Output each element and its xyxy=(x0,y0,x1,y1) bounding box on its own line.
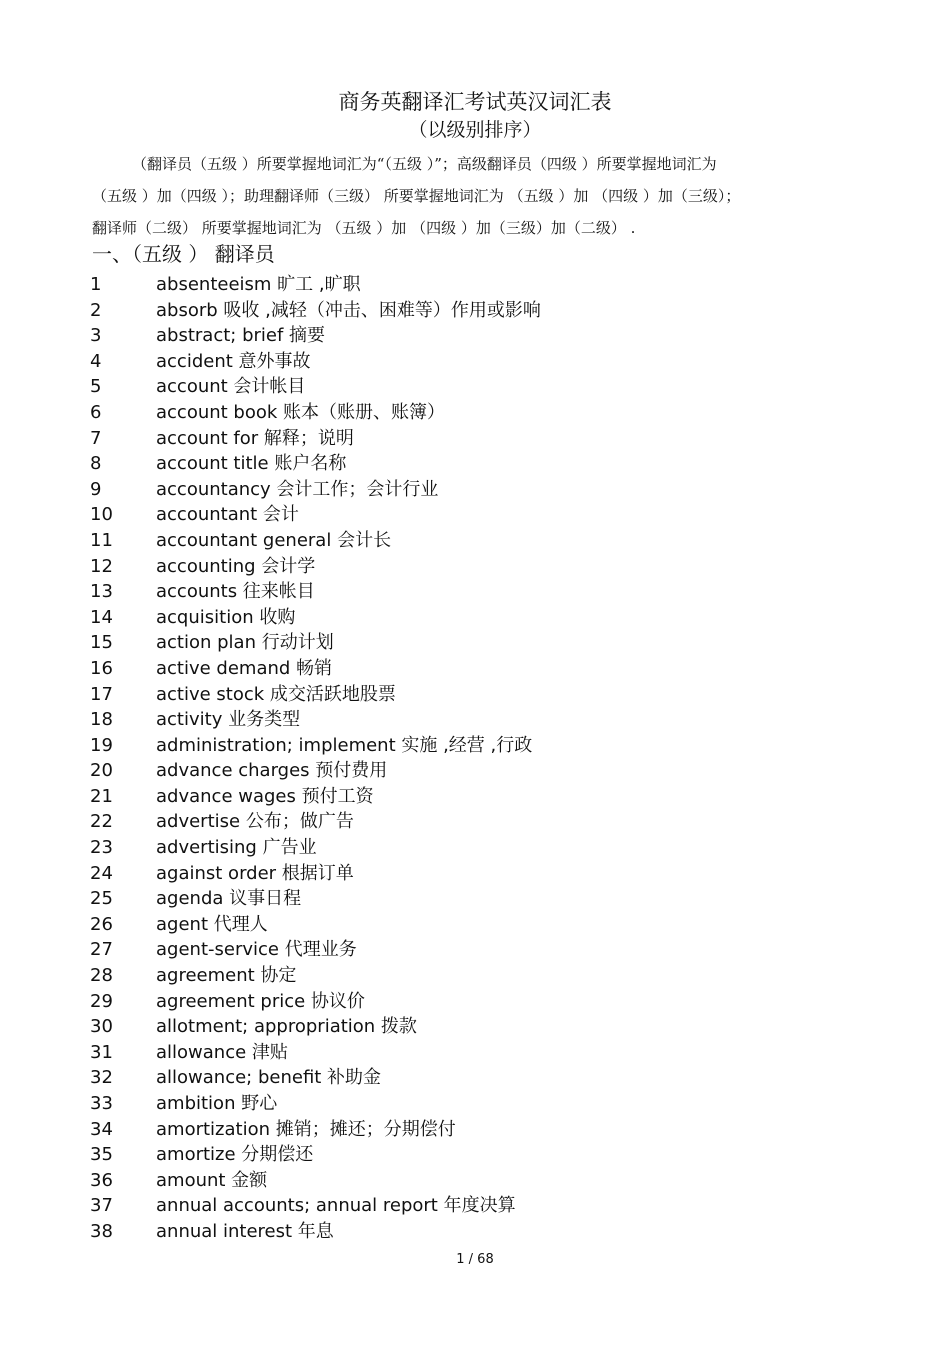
entry-number: 22 xyxy=(90,811,113,833)
entry-number: 23 xyxy=(90,837,113,859)
list-item xyxy=(90,809,870,835)
list-item xyxy=(90,374,870,400)
entry-term: allowance 津贴 xyxy=(156,1041,288,1063)
entry-number: 24 xyxy=(90,862,113,884)
list-item xyxy=(90,1091,870,1117)
list-item xyxy=(90,605,870,631)
entry-term: accident 意外事故 xyxy=(156,350,311,372)
list-item xyxy=(90,579,870,605)
entry-term: agent-service 代理业务 xyxy=(156,939,357,961)
entry-term: agreement 协定 xyxy=(156,965,297,987)
entry-number: 1 xyxy=(90,274,102,295)
list-item xyxy=(90,784,870,810)
entry-number: 34 xyxy=(90,1118,113,1140)
list-item xyxy=(90,451,870,477)
document-title: 商务英翻译汇考试英汉词汇表 xyxy=(338,90,612,114)
entry-term: account 会计帐目 xyxy=(156,376,306,398)
entry-term: annual interest 年息 xyxy=(156,1220,334,1242)
entry-term: account book 账本（账册、账簿） xyxy=(156,401,446,423)
entry-number: 10 xyxy=(90,504,113,526)
list-item xyxy=(90,682,870,708)
entry-term: absorb 吸收 ,减轻（冲击、困难等）作用或影响 xyxy=(156,299,541,321)
entry-number: 8 xyxy=(90,453,102,475)
list-item xyxy=(90,298,870,324)
entry-term: allowance; benefit 补助金 xyxy=(156,1067,382,1089)
list-item xyxy=(90,1142,870,1168)
entry-term: agreement price 协议价 xyxy=(156,990,365,1012)
list-item xyxy=(90,1014,870,1040)
list-item xyxy=(90,1040,870,1066)
entry-number: 15 xyxy=(90,632,113,654)
list-item xyxy=(90,937,870,963)
entry-number: 13 xyxy=(90,581,113,603)
list-item xyxy=(90,554,870,580)
entry-number: 3 xyxy=(90,325,102,347)
entry-number: 19 xyxy=(90,734,113,756)
list-item xyxy=(90,630,870,656)
entry-number: 7 xyxy=(90,427,102,449)
list-item xyxy=(90,502,870,528)
entry-term: against order 根据订单 xyxy=(156,862,354,884)
list-item xyxy=(90,528,870,554)
list-item xyxy=(90,707,870,733)
entry-term: account title 账户名称 xyxy=(156,453,347,475)
entry-term: abstract; brief 摘要 xyxy=(156,325,326,347)
list-item xyxy=(90,323,870,349)
list-item xyxy=(90,349,870,375)
list-item xyxy=(90,477,870,503)
entry-term: amount 金额 xyxy=(156,1169,268,1191)
list-item xyxy=(90,426,870,452)
entry-term: advertising 广告业 xyxy=(156,837,317,859)
entry-number: 28 xyxy=(90,965,113,987)
list-item xyxy=(90,1219,870,1245)
entry-term: allotment; appropriation 拨款 xyxy=(156,1016,417,1038)
entry-term: annual accounts; annual report 年度决算 xyxy=(156,1195,516,1217)
entry-number: 27 xyxy=(90,939,113,961)
entry-number: 35 xyxy=(90,1144,113,1166)
entry-number: 26 xyxy=(90,913,113,935)
entry-number: 4 xyxy=(90,350,102,372)
entry-term: advance charges 预付费用 xyxy=(156,760,388,782)
entry-number: 37 xyxy=(90,1195,113,1217)
list-item xyxy=(90,835,870,861)
list-item xyxy=(90,272,870,298)
entry-number: 25 xyxy=(90,888,113,910)
entry-number: 12 xyxy=(90,555,113,577)
list-item xyxy=(90,1117,870,1143)
entry-number: 18 xyxy=(90,709,113,731)
list-item xyxy=(90,1065,870,1091)
list-item xyxy=(90,1168,870,1194)
intro-line: 翻译师（二级） 所要掌握地词汇为 （五级 ）加 （四级 ）加（三级）加（二级） . xyxy=(92,219,636,237)
entry-term: account for 解释；说明 xyxy=(156,427,354,449)
entry-term: ambition 野心 xyxy=(156,1093,278,1114)
entry-term: amortization 摊销；摊还；分期偿付 xyxy=(156,1118,456,1140)
entry-number: 36 xyxy=(90,1169,113,1191)
entry-number: 2 xyxy=(90,299,102,321)
list-item xyxy=(90,656,870,682)
entry-number: 33 xyxy=(90,1093,113,1114)
entry-term: amortize 分期偿还 xyxy=(156,1144,314,1166)
list-item xyxy=(90,963,870,989)
entry-number: 31 xyxy=(90,1041,113,1063)
entry-number: 32 xyxy=(90,1067,113,1089)
entry-term: advance wages 预付工资 xyxy=(156,785,374,807)
intro-paragraph xyxy=(92,148,867,244)
entry-number: 16 xyxy=(90,657,113,679)
entry-term: agent 代理人 xyxy=(156,913,268,935)
list-item xyxy=(90,989,870,1015)
intro-line: （五级 ）加（四级 ）；助理翻译师（三级） 所要掌握地词汇为 （五级 ）加 （四级 ）加（三级）； xyxy=(92,187,741,205)
entry-term: accounting 会计学 xyxy=(156,555,316,577)
entry-number: 14 xyxy=(90,606,113,628)
entry-number: 17 xyxy=(90,683,113,705)
entry-term: accountant 会计 xyxy=(156,504,299,526)
entry-term: acquisition 收购 xyxy=(156,606,296,628)
entry-term: activity 业务类型 xyxy=(156,709,301,731)
list-item xyxy=(90,886,870,912)
entry-number: 11 xyxy=(90,529,113,551)
entry-number: 29 xyxy=(90,990,113,1012)
entry-term: accountancy 会计工作；会计行业 xyxy=(156,478,439,500)
page-number: 1 / 68 xyxy=(456,1252,494,1267)
list-item xyxy=(90,733,870,759)
entry-number: 5 xyxy=(90,376,102,398)
entry-term: active stock 成交活跃地股票 xyxy=(156,683,396,705)
section-heading: 一、（五级 ） 翻译员 xyxy=(92,242,275,266)
entry-number: 6 xyxy=(90,401,102,423)
list-item xyxy=(90,1193,870,1219)
entry-term: administration; implement 实施 ,经营 ,行政 xyxy=(156,734,533,756)
entry-number: 9 xyxy=(90,478,102,500)
entry-number: 21 xyxy=(90,785,113,807)
entry-term: active demand 畅销 xyxy=(156,657,333,679)
list-item xyxy=(90,400,870,426)
entry-number: 20 xyxy=(90,760,113,782)
list-item xyxy=(90,912,870,938)
entry-number: 30 xyxy=(90,1016,113,1038)
entry-term: advertise 公布；做广告 xyxy=(156,811,354,833)
entry-term: agenda 议事日程 xyxy=(156,888,302,910)
list-item xyxy=(90,861,870,887)
document-subtitle: （以级别排序） xyxy=(408,119,542,141)
list-item xyxy=(90,758,870,784)
entry-number: 38 xyxy=(90,1220,113,1242)
entry-term: accountant general 会计长 xyxy=(156,529,392,551)
vocabulary-list xyxy=(90,272,870,1245)
intro-line: （翻译员（五级 ）所要掌握地词汇为“（五级 ）”；高级翻译员（四级 ）所要掌握地词汇为 xyxy=(132,155,717,173)
entry-term: action plan 行动计划 xyxy=(156,632,334,654)
entry-term: absenteeism 旷工 ,旷职 xyxy=(156,274,361,295)
entry-term: accounts 往来帐目 xyxy=(156,581,315,603)
